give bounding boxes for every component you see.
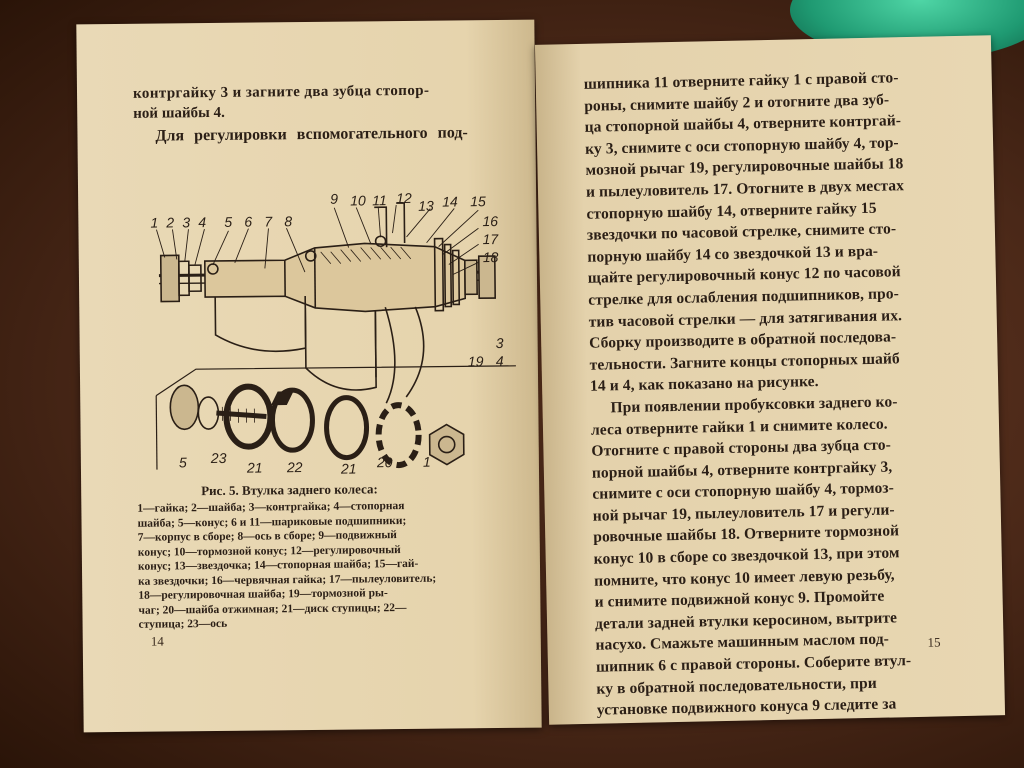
callout-23: 23: [210, 449, 227, 467]
right-page-line: детали задней втулки керосином, вытрите: [594, 609, 898, 633]
right-page-line: порную шайбу 14 со звездочкой 13 и вра-: [587, 242, 879, 266]
callout-6: 6: [244, 213, 253, 230]
right-page-line: стопорную шайбу 14, отверните гайку 15: [586, 199, 877, 223]
right-page-body: [584, 67, 916, 721]
callout-15: 15: [470, 193, 486, 210]
callout-4: 4: [198, 214, 207, 231]
right-page-line: помните, что конус 10 имеет левую резьбу,: [593, 566, 895, 590]
right-page-line: щайте регулировочный конус 12 по часовой: [587, 263, 901, 288]
callout-7: 7: [264, 213, 273, 230]
left-top-line-3: Для регулировки вспомогательного под-: [155, 124, 468, 145]
callout-18: 18: [482, 249, 499, 266]
caption-line: 7—корпус в сборе; 8—ось в сборе; 9—подвижный: [137, 529, 397, 544]
callout-14: 14: [442, 193, 458, 210]
right-page-line: шипник 6 с правой стороны. Соберите втул-: [595, 652, 912, 676]
callout-20: 20: [376, 454, 393, 471]
hub-assembly-drawing: [154, 202, 517, 470]
right-page-line: роны, снимите шайбу 2 и отогните два зуб-: [584, 91, 890, 115]
right-page-line: и снимите подвижной конус 9. Промойте: [594, 587, 885, 611]
figure-caption-title: Рис. 5. Втулка заднего колеса:: [201, 481, 378, 499]
caption-line: 18—регулировочная шайба; 19—тормозной ры-: [138, 587, 388, 602]
callout-17: 17: [482, 231, 499, 248]
callout-3: 3: [182, 214, 191, 231]
caption-line: ка звездочки; 16—червячная гайка; 17—пылеуловитель;: [138, 572, 437, 588]
right-page-line: звездочки по часовой стрелке, снимите сто-: [586, 220, 897, 244]
right-page-line: порной шайбы 4, отверните контргайку 3,: [591, 458, 893, 482]
right-page-line: стрелке для ослабления подшипников, про-: [588, 285, 900, 309]
callout-1: 1: [150, 214, 159, 231]
callout-16: 16: [482, 213, 499, 230]
callout-10: 10: [350, 192, 366, 209]
callout-5: 5: [224, 213, 233, 230]
right-page-line: снимите с оси стопорную шайбу 4, тормоз-: [592, 479, 895, 504]
callout-13: 13: [418, 197, 434, 214]
callout-2: 2: [166, 214, 175, 231]
booklet-page-left: [76, 20, 541, 733]
right-page-line: тельности. Загните концы стопорных шайб: [589, 349, 900, 374]
caption-line: шайба; 5—конус; 6 и 11—шариковые подшипники;: [137, 514, 407, 530]
right-page-line: шипника 11 отверните гайку 1 с правой сто-: [583, 69, 899, 93]
page-number-right: 15: [927, 634, 941, 650]
callout-11: 11: [372, 192, 387, 209]
right-page-line: Отогните с правой стороны два зубца сто-: [591, 436, 892, 460]
callout-12: 12: [396, 189, 412, 207]
caption-line: ступица; 23—ось: [138, 617, 228, 631]
callout-22: 22: [286, 459, 303, 476]
callout-8: 8: [284, 213, 293, 230]
right-page-line: Сборку производите в обратной последова-: [589, 328, 897, 352]
callout-21-b: 21: [340, 460, 357, 477]
right-page-line: ку 3, снимите с оси стопорную шайбу 4, тор-: [584, 134, 899, 158]
right-page-line: установке подвижного конуса 9 следите за: [596, 695, 897, 719]
booklet-page-right: [535, 35, 1005, 724]
caption-line: конус; 13—звездочка; 14—стопорная шайба; 15—гай-: [137, 557, 419, 573]
callout-5-bottom: 5: [178, 454, 187, 471]
callout-19: 19: [467, 353, 484, 370]
page-number-left: 14: [150, 633, 164, 649]
figure-caption-legend: [137, 498, 508, 632]
right-page-line: ку в обратной последовательности, при: [596, 674, 877, 698]
right-page-line: конус 10 в сборе со звездочкой 13, при этом: [593, 544, 900, 568]
right-page-line: и пылеуловитель 17. Отогните в двух местах: [585, 177, 905, 201]
right-page-line: ровочные шайбы 18. Отверните тормозной: [593, 522, 900, 547]
rear-hub-diagram: [134, 166, 521, 478]
right-page-line: мозной рычаг 19, регулировочные шайбы 18: [585, 155, 904, 180]
caption-line: чаг; 20—шайба отжимная; 21—диск ступицы; 22—: [138, 601, 407, 617]
callout-21-a: 21: [246, 459, 263, 476]
caption-line: 1—гайка; 2—шайба; 3—контргайка; 4—стопорная: [137, 500, 405, 515]
left-top-line-1: контргайку 3 и загните два зубца стопор-: [132, 82, 430, 102]
callout-4-right: 4: [495, 352, 504, 370]
right-page-line: ной рычаг 19, пылеуловитель 17 и регули-: [592, 501, 895, 525]
caption-line: конус; 10—тормозной конус; 12—регулировочный: [137, 543, 401, 559]
right-page-line: насухо. Смажьте машинным маслом под-: [595, 631, 890, 655]
right-page-line: 14 и 4, как показано на рисунке.: [589, 373, 819, 396]
left-top-line-2: ной шайбы 4.: [133, 104, 225, 122]
right-page-line: леса отверните гайки 1 и снимите колесо.: [590, 415, 888, 439]
callout-3-right: 3: [495, 334, 504, 352]
callout-9: 9: [330, 190, 339, 207]
right-page-line: тив часовой стрелки — для затягивания их.: [588, 306, 903, 331]
right-page-line: При появлении пробуксовки заднего ко-: [610, 393, 898, 417]
callout-1-bottom: 1: [422, 453, 431, 470]
right-page-line: ца стопорной шайбы 4, отверните контргай-: [584, 112, 902, 137]
